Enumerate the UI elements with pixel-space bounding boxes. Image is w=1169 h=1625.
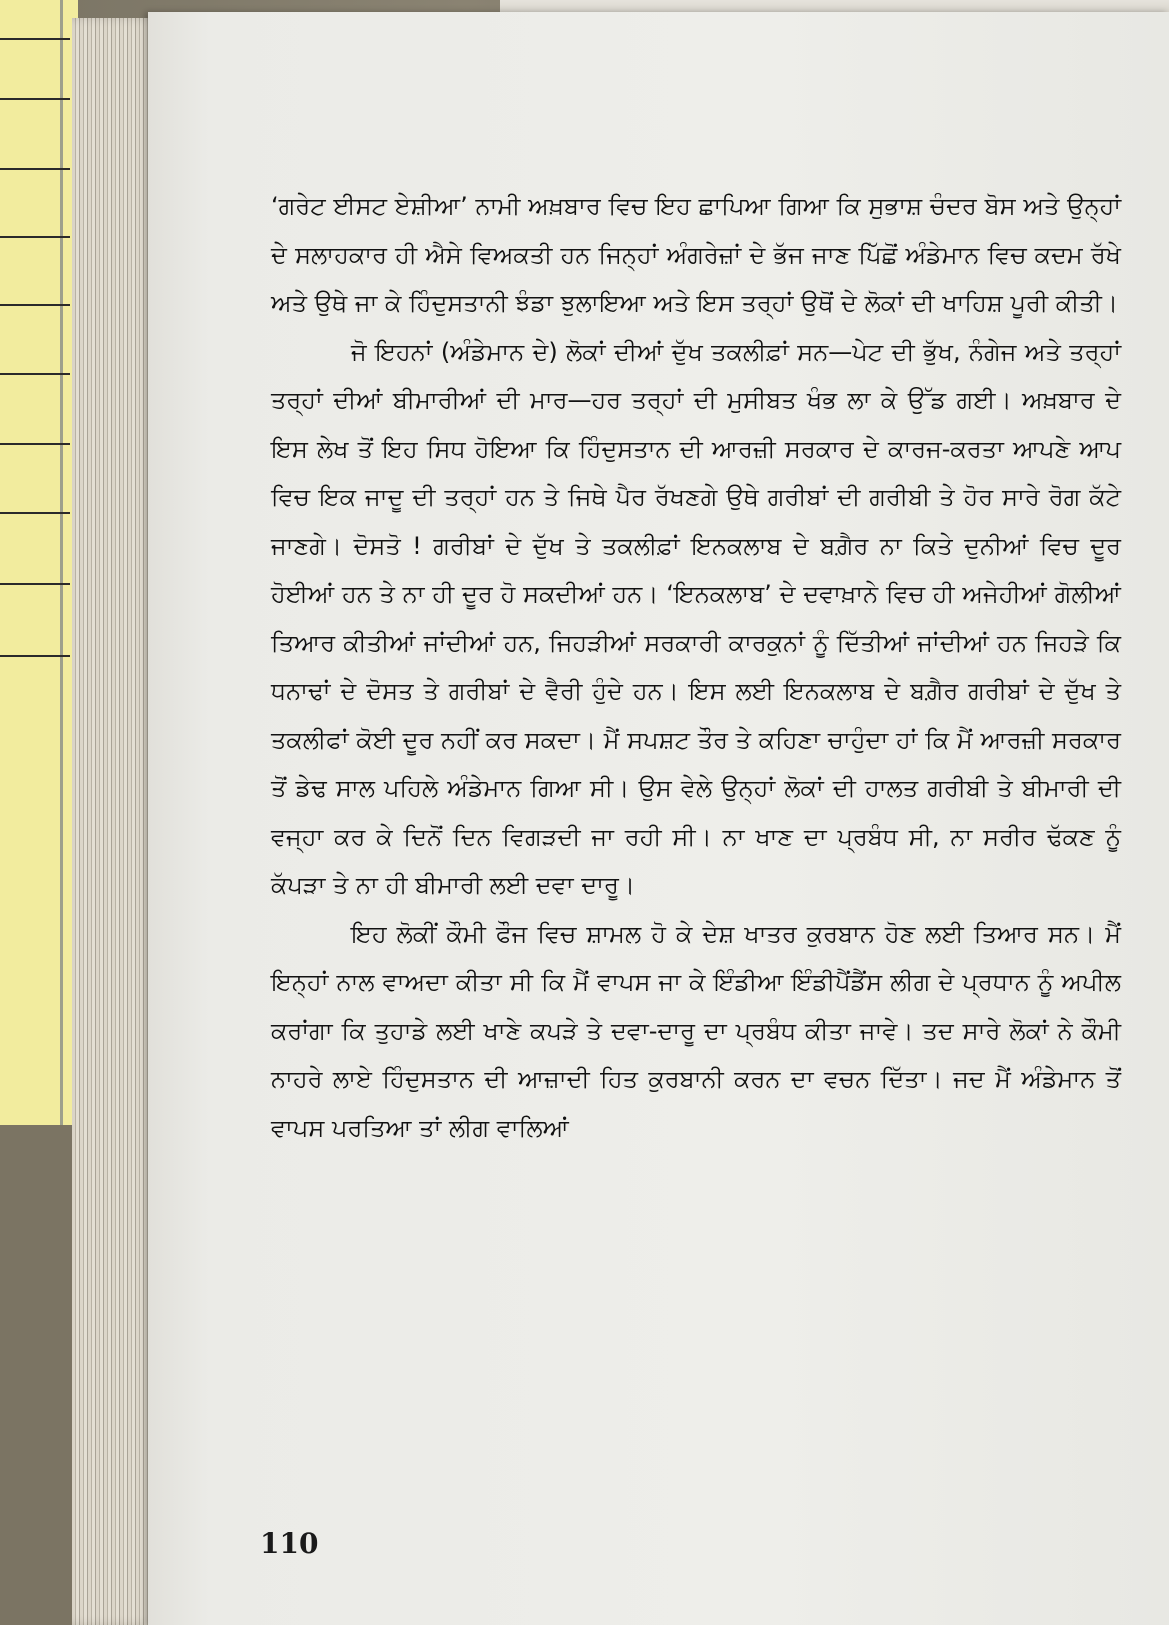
page-number: 110 <box>260 1527 319 1560</box>
page-body-text <box>271 182 1121 1152</box>
notepad-rule-line <box>0 583 70 585</box>
book-page <box>148 12 1169 1625</box>
notepad-rule-line <box>0 655 70 657</box>
notepad-rule-line <box>0 443 70 445</box>
paragraph-2: ਜੋ ਇਹਨਾਂ (ਅੰਡੇਮਾਨ ਦੇ) ਲੋਕਾਂ ਦੀਆਂ ਦੁੱਖ ਤਕਲੀਫ਼ਾਂ ਸਨ—ਪੇਟ ਦੀ ਭੁੱਖ, ਨੰਗੇਜ ਅਤੇ ਤਰ੍ਹਾਂ ਤਰ੍ਹਾਂ ਦੀਆਂ ਬੀਮਾਰੀਆਂ ਦੀ ਮਾਰ—ਹਰ ਤਰ੍ਹਾਂ ਦੀ ਮੁਸੀਬਤ ਖੰਭ ਲਾ ਕੇ ਉੱਡ ਗਈ। ਅਖ਼ਬਾਰ ਦੇ ਇਸ ਲੇਖ ਤੋਂ ਇਹ ਸਿਧ ਹੋਇਆ ਕਿ ਹਿੰਦੁਸਤਾਨ ਦੀ ਆਰਜ਼ੀ ਸਰਕਾਰ ਦੇ ਕਾਰਜ-ਕਰਤਾ ਆਪਣੇ ਆਪ ਵਿਚ ਇਕ ਜਾਦੂ ਦੀ ਤਰ੍ਹਾਂ ਹਨ ਤੇ ਜਿਥੇ ਪੈਰ ਰੱਖਣਗੇ ਉਥੇ ਗਰੀਬਾਂ ਦੀ ਗਰੀਬੀ ਤੇ ਹੋਰ ਸਾਰੇ ਰੋਗ ਕੱਟੇ ਜਾਣਗੇ। ਦੋਸਤੋ ! ਗਰੀਬਾਂ ਦੇ ਦੁੱਖ ਤੇ ਤਕਲੀਫ਼ਾਂ ਇਨਕਲਾਬ ਦੇ ਬਗ਼ੈਰ ਨਾ ਕਿਤੇ ਦੁਨੀਆਂ ਵਿਚ ਦੂਰ ਹੋਈਆਂ ਹਨ ਤੇ ਨਾ ਹੀ ਦੂਰ ਹੋ ਸਕਦੀਆਂ ਹਨ। ‘ਇਨਕਲਾਬ’ ਦੇ ਦਵਾਖ਼ਾਨੇ ਵਿਚ ਹੀ ਅਜੇਹੀਆਂ ਗੋਲੀਆਂ ਤਿਆਰ ਕੀਤੀਆਂ ਜਾਂਦੀਆਂ ਹਨ, ਜਿਹੜੀਆਂ ਸਰਕਾਰੀ ਕਾਰਕੁਨਾਂ ਨੂੰ ਦਿੱਤੀਆਂ ਜਾਂਦੀਆਂ ਹਨ ਜਿਹੜੇ ਕਿ ਧਨਾਢਾਂ ਦੇ ਦੋਸਤ ਤੇ ਗਰੀਬਾਂ ਦੇ ਵੈਰੀ ਹੁੰਦੇ ਹਨ। ਇਸ ਲਈ ਇਨਕਲਾਬ ਦੇ ਬਗ਼ੈਰ ਗਰੀਬਾਂ ਦੇ ਦੁੱਖ ਤੇ ਤਕਲੀਫਾਂ ਕੋਈ ਦੂਰ ਨਹੀਂ ਕਰ ਸਕਦਾ। ਮੈਂ ਸਪਸ਼ਟ ਤੌਰ ਤੇ ਕਹਿਣਾ ਚਾਹੁੰਦਾ ਹਾਂ ਕਿ ਮੈਂ ਆਰਜ਼ੀ ਸਰਕਾਰ ਤੋਂ ਡੇਢ ਸਾਲ ਪਹਿਲੇ ਅੰਡੇਮਾਨ ਗਿਆ ਸੀ। ਉਸ ਵੇਲੇ ਉਨ੍ਹਾਂ ਲੋਕਾਂ ਦੀ ਹਾਲਤ ਗਰੀਬੀ ਤੇ ਬੀਮਾਰੀ ਦੀ ਵਜ੍ਹਾ ਕਰ ਕੇ ਦਿਨੋਂ ਦਿਨ ਵਿਗੜਦੀ ਜਾ ਰਹੀ ਸੀ। ਨਾ ਖਾਣ ਦਾ ਪ੍ਰਬੰਧ ਸੀ, ਨਾ ਸਰੀਰ ਢੱਕਣ ਨੂੰ ਕੱਪੜਾ ਤੇ ਨਾ ਹੀ ਬੀਮਾਰੀ ਲਈ ਦਵਾ ਦਾਰੂ। <box>271 337 1121 899</box>
notepad-rule-line <box>0 236 70 238</box>
notepad-rule-line <box>0 98 70 100</box>
notepad-rule-line <box>0 373 70 375</box>
notepad-rule-line <box>0 38 70 40</box>
paragraph-3: ਇਹ ਲੋਕੀਂ ਕੌਮੀ ਫੌਜ ਵਿਚ ਸ਼ਾਮਲ ਹੋ ਕੇ ਦੇਸ਼ ਖਾਤਰ ਕੁਰਬਾਨ ਹੋਣ ਲਈ ਤਿਆਰ ਸਨ। ਮੈਂ ਇਨ੍ਹਾਂ ਨਾਲ ਵਾਅਦਾ ਕੀਤਾ ਸੀ ਕਿ ਮੈਂ ਵਾਪਸ ਜਾ ਕੇ ਇੰਡੀਆ ਇੰਡੀਪੈਂਡੈਂਸ ਲੀਗ ਦੇ ਪ੍ਰਧਾਨ ਨੂੰ ਅਪੀਲ ਕਰਾਂਗਾ ਕਿ ਤੁਹਾਡੇ ਲਈ ਖਾਣੇ ਕਪੜੇ ਤੇ ਦਵਾ-ਦਾਰੂ ਦਾ ਪ੍ਰਬੰਧ ਕੀਤਾ ਜਾਵੇ। ਤਦ ਸਾਰੇ ਲੋਕਾਂ ਨੇ ਕੌਮੀ ਨਾਹਰੇ ਲਾਏ ਹਿੰਦੁਸਤਾਨ ਦੀ ਆਜ਼ਾਦੀ ਹਿਤ ਕੁਰਬਾਨੀ ਕਰਨ ਦਾ ਵਚਨ ਦਿੱਤਾ। ਜਦ ਮੈਂ ਅੰਡੇਮਾਨ ਤੋਂ ਵਾਪਸ ਪਰਤਿਆ ਤਾਂ ਲੀਗ ਵਾਲਿਆਂ <box>271 919 1121 1142</box>
notepad-rule-line <box>0 168 70 170</box>
notepad-rule-line <box>0 304 70 306</box>
table-surface <box>0 1125 78 1625</box>
paragraph-1: ‘ਗਰੇਟ ਈਸਟ ਏਸ਼ੀਆ’ ਨਾਮੀ ਅਖ਼ਬਾਰ ਵਿਚ ਇਹ ਛਾਪਿਆ ਗਿਆ ਕਿ ਸੁਭਾਸ਼ ਚੰਦਰ ਬੋਸ ਅਤੇ ਉਨ੍ਹਾਂ ਦੇ ਸਲਾਹਕਾਰ ਹੀ ਐਸੇ ਵਿਅਕਤੀ ਹਨ ਜਿਨ੍ਹਾਂ ਅੰਗਰੇਜ਼ਾਂ ਦੇ ਭੱਜ ਜਾਣ ਪਿੱਛੋਂ ਅੰਡੇਮਾਨ ਵਿਚ ਕਦਮ ਰੱਖੇ ਅਤੇ ਉਥੇ ਜਾ ਕੇ ਹਿੰਦੁਸਤਾਨੀ ਝੰਡਾ ਝੁਲਾਇਆ ਅਤੇ ਇਸ ਤਰ੍ਹਾਂ ਉਥੋਂ ਦੇ ਲੋਕਾਂ ਦੀ ਖਾਹਿਸ਼ ਪੂਰੀ ਕੀਤੀ। <box>271 192 1121 317</box>
notepad-rule-line <box>0 512 70 514</box>
